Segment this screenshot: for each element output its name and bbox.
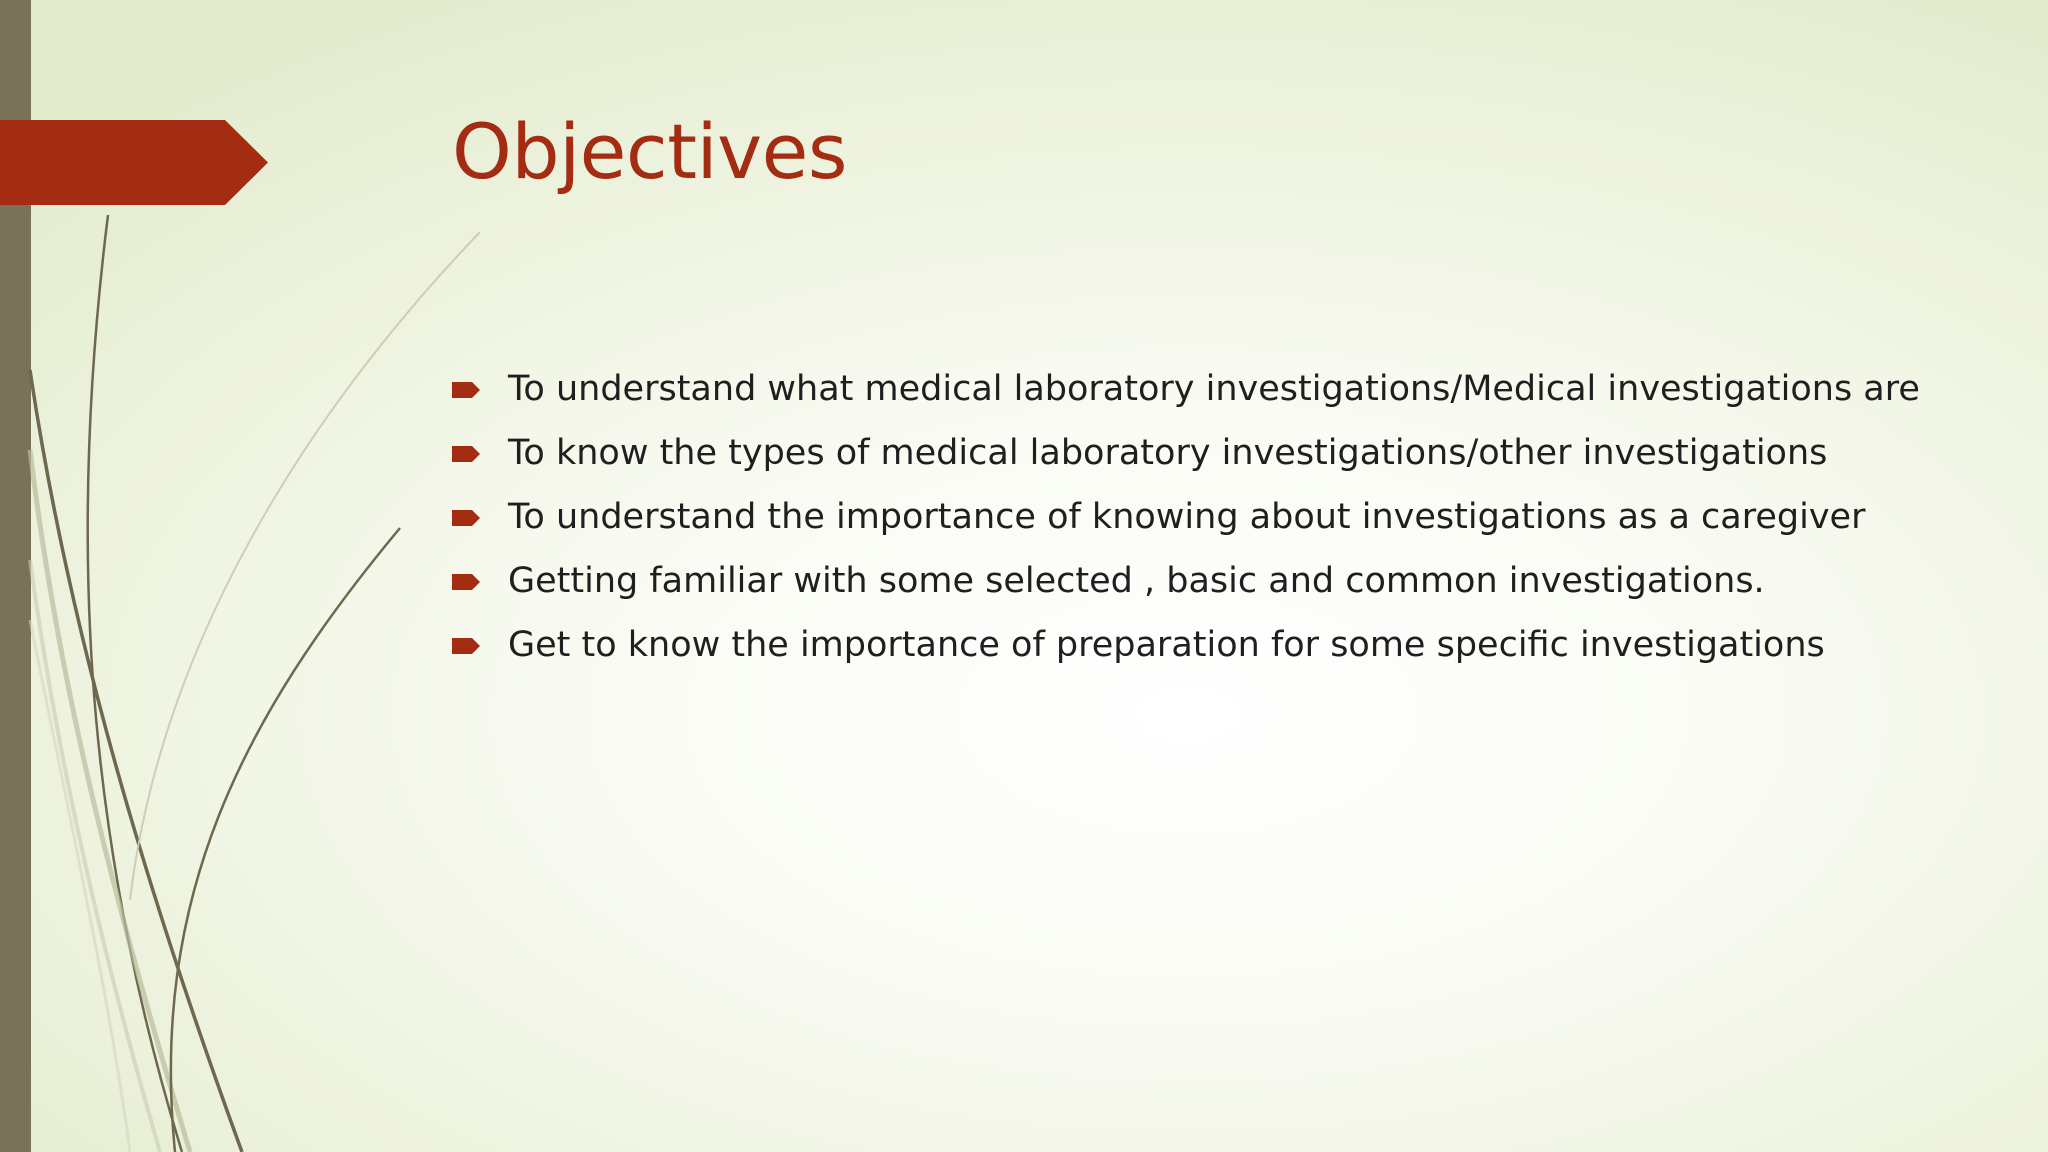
list-item — [452, 622, 1972, 668]
right-arrow-tab-icon — [452, 638, 480, 654]
bullet-text: Getting familiar with some selected , basic and common investigations. — [508, 561, 1765, 601]
bullet-text: Get to know the importance of preparation for some specific investigations — [508, 625, 1825, 665]
bullet-text: To know the types of medical laboratory investigations/other investigations — [508, 433, 1828, 473]
right-arrow-tab-icon — [452, 574, 480, 590]
right-arrow-tab-icon — [452, 382, 480, 398]
list-item — [452, 494, 1972, 540]
right-arrow-tab-icon — [452, 446, 480, 462]
slide-title: Objectives — [452, 107, 847, 196]
list-item — [452, 430, 1972, 476]
list-item — [452, 558, 1972, 604]
right-arrow-tab-icon — [452, 510, 480, 526]
title-accent-tab — [0, 120, 268, 205]
objectives-list — [452, 366, 1972, 686]
list-item — [452, 366, 1972, 412]
bullet-text: To understand what medical laboratory investigations/Medical investigations are — [508, 369, 1920, 409]
bullet-text: To understand the importance of knowing about investigations as a caregiver — [508, 497, 1866, 537]
